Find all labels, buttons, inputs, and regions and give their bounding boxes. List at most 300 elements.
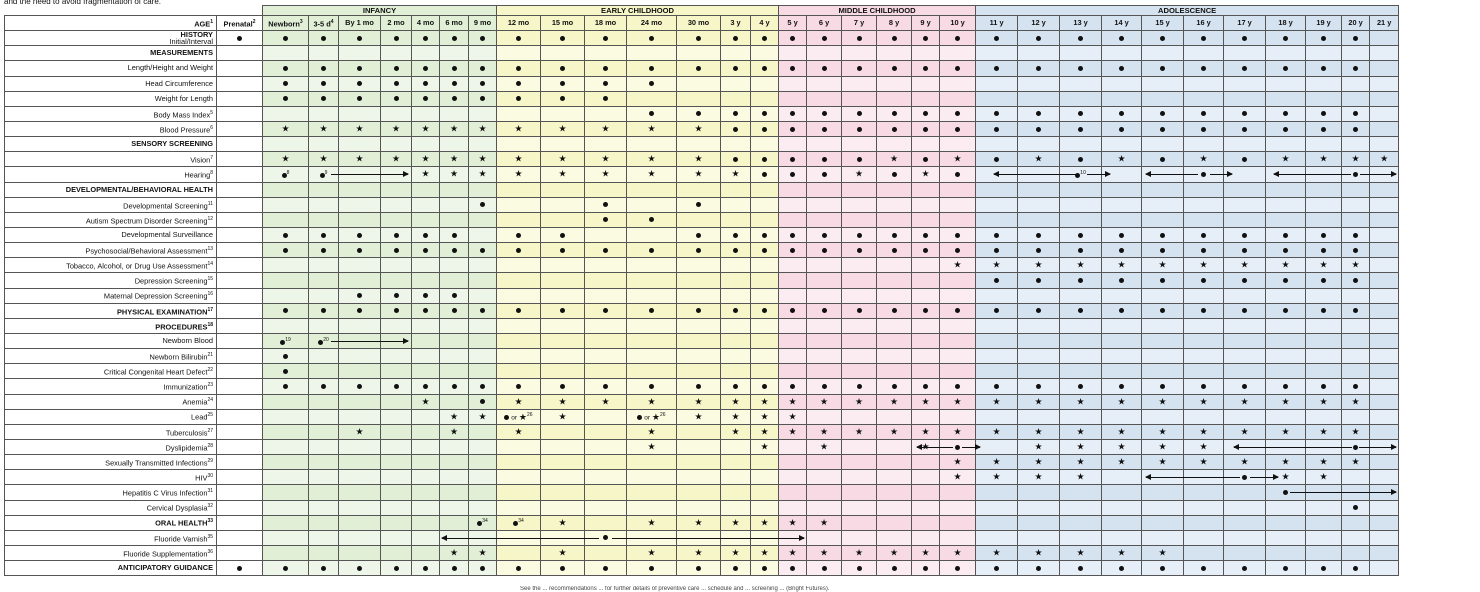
dot-icon: [1036, 233, 1041, 238]
schedule-cell: [1342, 76, 1370, 91]
schedule-cell: [1102, 273, 1142, 288]
schedule-cell: [541, 106, 585, 121]
schedule-cell: [912, 258, 940, 273]
schedule-cell: [412, 515, 440, 530]
schedule-cell: [627, 394, 677, 409]
schedule-cell: [541, 394, 585, 409]
dot-icon: [649, 248, 654, 253]
schedule-cell: [1060, 61, 1102, 76]
schedule-cell: [976, 137, 1018, 152]
age-group-early: EARLY CHILDHOOD: [497, 6, 779, 16]
schedule-cell: [1224, 258, 1266, 273]
dot-icon: [423, 66, 428, 71]
schedule-cell: [381, 349, 412, 364]
schedule-cell: [627, 303, 677, 318]
schedule-cell: [1142, 121, 1184, 136]
star-icon: ★: [855, 547, 864, 558]
schedule-cell: [217, 288, 263, 303]
dot-icon: [283, 248, 288, 253]
age-label: Newborn: [268, 19, 300, 29]
dot-icon: [516, 384, 521, 389]
schedule-cell: [381, 152, 412, 167]
schedule-cell: [440, 227, 469, 242]
schedule-cell: [842, 500, 877, 515]
dot-icon: [857, 233, 862, 238]
schedule-cell: [1266, 258, 1306, 273]
schedule-cell: [627, 364, 677, 379]
dot-icon: [394, 36, 399, 41]
star-icon: ★: [820, 547, 829, 558]
dot-icon: [452, 384, 457, 389]
dot-icon: [1353, 172, 1358, 177]
dot-icon: [423, 293, 428, 298]
schedule-cell: [779, 152, 807, 167]
schedule-cell: [877, 288, 912, 303]
schedule-cell: [677, 349, 721, 364]
schedule-cell: [339, 152, 381, 167]
star-icon: ★: [953, 547, 962, 558]
schedule-cell: [217, 439, 263, 454]
dot-icon: [283, 354, 288, 359]
schedule-cell: [412, 61, 440, 76]
schedule-cell: [976, 273, 1018, 288]
dot-icon: [762, 248, 767, 253]
schedule-cell: [1306, 106, 1342, 121]
age-col-header: [677, 16, 721, 31]
schedule-cell: [877, 500, 912, 515]
schedule-cell: [469, 31, 497, 46]
schedule-cell: [1060, 379, 1102, 394]
schedule-cell: [1142, 530, 1184, 545]
schedule-cell: [1266, 530, 1306, 545]
range-arrow-icon: [1146, 477, 1240, 478]
schedule-cell: [440, 31, 469, 46]
schedule-row: [5, 424, 1399, 439]
dot-icon: [1078, 36, 1083, 41]
schedule-cell: [497, 545, 541, 560]
schedule-cell: [940, 46, 976, 61]
schedule-cell: [677, 288, 721, 303]
dot-icon: [994, 66, 999, 71]
schedule-cell: [381, 545, 412, 560]
schedule-cell: [677, 318, 721, 333]
row-label: [5, 227, 217, 242]
footnote-ref: 35: [207, 533, 213, 540]
schedule-cell: [1142, 303, 1184, 318]
dot-icon: [923, 384, 928, 389]
star-icon: ★: [820, 426, 829, 437]
star-icon: ★: [731, 517, 740, 528]
schedule-cell: [721, 288, 751, 303]
schedule-cell: [1224, 379, 1266, 394]
dot-icon: [452, 293, 457, 298]
schedule-cell: [309, 227, 339, 242]
dot-icon: [955, 66, 960, 71]
schedule-cell: [263, 182, 309, 197]
star-icon: ★: [1199, 396, 1208, 407]
dot-icon: [560, 384, 565, 389]
dot-icon: [790, 172, 795, 177]
dot-icon: [283, 384, 288, 389]
star-icon: ★: [890, 396, 899, 407]
schedule-cell: [721, 258, 751, 273]
age-label: 8 y: [888, 18, 900, 28]
schedule-row: [5, 227, 1399, 242]
dot-icon: [994, 127, 999, 132]
schedule-cell: [677, 61, 721, 76]
dot-icon: [1119, 127, 1124, 132]
schedule-cell: [469, 318, 497, 333]
row-label-text: HISTORY: [180, 30, 213, 40]
row-label-text: ORAL HEALTH: [155, 518, 208, 528]
row-label: [5, 91, 217, 106]
schedule-cell: [1060, 182, 1102, 197]
dot-icon: [283, 81, 288, 86]
star-icon: ★: [518, 412, 527, 422]
schedule-cell: [469, 470, 497, 485]
schedule-cell: [497, 470, 541, 485]
age-label: 15 mo: [551, 18, 574, 28]
schedule-cell: [217, 455, 263, 470]
range-arrow-icon: [442, 538, 599, 539]
age-col-header: [263, 16, 309, 31]
dot-icon: [762, 111, 767, 116]
schedule-cell: [940, 91, 976, 106]
schedule-cell: [877, 394, 912, 409]
schedule-cell: [912, 545, 940, 560]
schedule-cell: [541, 288, 585, 303]
dot-icon: [1353, 278, 1358, 283]
schedule-cell: [1018, 545, 1060, 560]
schedule-cell: [1018, 424, 1060, 439]
schedule-cell: [1060, 318, 1102, 333]
age-label: 11 y: [989, 18, 1004, 28]
schedule-cell: [627, 333, 677, 348]
schedule-cell: [339, 243, 381, 258]
age-col-header: [1184, 16, 1224, 31]
star-icon: ★: [514, 169, 523, 180]
star-icon: ★: [1117, 547, 1126, 558]
schedule-cell: [1224, 455, 1266, 470]
schedule-row: [5, 455, 1399, 470]
schedule-cell: [842, 137, 877, 152]
star-icon: ★: [1319, 259, 1328, 270]
schedule-cell: [263, 197, 309, 212]
schedule-cell: [842, 167, 877, 182]
schedule-cell: [469, 91, 497, 106]
dot-icon: [560, 96, 565, 101]
schedule-cell: [497, 364, 541, 379]
schedule-cell: [381, 91, 412, 106]
dot-icon: [452, 81, 457, 86]
dot-icon: [892, 248, 897, 253]
schedule-cell: [1342, 152, 1370, 167]
schedule-cell: [1306, 91, 1342, 106]
star-icon: ★: [478, 169, 487, 180]
dot-icon: [790, 157, 795, 162]
schedule-cell: [1102, 561, 1142, 576]
schedule-row: [5, 76, 1399, 91]
schedule-cell: [779, 31, 807, 46]
dot-icon: [649, 384, 654, 389]
dot-icon: [1078, 384, 1083, 389]
schedule-cell: [627, 182, 677, 197]
schedule-cell: [541, 258, 585, 273]
schedule-cell: [721, 424, 751, 439]
schedule-cell: [779, 455, 807, 470]
star-icon: ★: [731, 426, 740, 437]
schedule-cell: [585, 46, 627, 61]
schedule-cell: [1018, 152, 1060, 167]
schedule-cell: [309, 470, 339, 485]
schedule-cell: [263, 212, 309, 227]
schedule-cell: [469, 61, 497, 76]
schedule-row: [5, 379, 1399, 394]
schedule-cell: [1102, 46, 1142, 61]
schedule-cell: [1018, 530, 1060, 545]
schedule-cell: [381, 439, 412, 454]
schedule-cell: [677, 182, 721, 197]
schedule-cell: [1306, 455, 1342, 470]
dot-icon: [357, 293, 362, 298]
star-icon: ★: [1281, 259, 1290, 270]
footnote-ref: 6: [210, 124, 213, 131]
footnote-ref: 18: [207, 321, 213, 328]
schedule-cell: [339, 106, 381, 121]
schedule-cell: [309, 349, 339, 364]
row-label-text: PROCEDURES: [155, 322, 208, 332]
schedule-cell: [912, 515, 940, 530]
schedule-cell: [940, 182, 976, 197]
schedule-cell: [1342, 31, 1370, 46]
schedule-cell: [585, 515, 627, 530]
star-icon: ★: [1319, 426, 1328, 437]
row-label-text: Tuberculosis: [165, 428, 208, 438]
schedule-cell: [1018, 470, 1060, 485]
dot-icon: [857, 566, 862, 571]
dot-icon: [955, 248, 960, 253]
schedule-cell: [1102, 288, 1142, 303]
schedule-cell: [440, 379, 469, 394]
star-icon: ★: [1199, 456, 1208, 467]
schedule-cell: [541, 515, 585, 530]
dot-icon: [452, 36, 457, 41]
schedule-cell: [497, 333, 541, 348]
schedule-cell: [440, 470, 469, 485]
star-icon: ★: [760, 411, 769, 422]
schedule-cell: [976, 152, 1018, 167]
schedule-cell: [263, 106, 309, 121]
schedule-cell: [976, 227, 1018, 242]
schedule-cell: [1184, 121, 1224, 136]
schedule-cell: [877, 455, 912, 470]
schedule-row: [5, 515, 1399, 530]
schedule-cell: [1018, 561, 1060, 576]
schedule-cell: [263, 61, 309, 76]
schedule-cell: [627, 46, 677, 61]
age-col-header: [217, 16, 263, 31]
schedule-cell: [412, 46, 440, 61]
footnote-ref: 21: [207, 351, 213, 358]
group-blank: [5, 6, 263, 16]
row-label-text: Head Circumference: [145, 78, 213, 88]
schedule-cell: [585, 121, 627, 136]
schedule-cell: [976, 91, 1018, 106]
schedule-cell: [1102, 106, 1142, 121]
schedule-cell: [381, 258, 412, 273]
schedule-cell: [807, 288, 842, 303]
schedule-cell: [976, 485, 1018, 500]
star-icon: ★: [1076, 547, 1085, 558]
schedule-cell: [1224, 227, 1266, 242]
star-icon: ★: [788, 547, 797, 558]
dot-icon: [480, 96, 485, 101]
dot-icon: [649, 81, 654, 86]
schedule-cell: [1018, 515, 1060, 530]
schedule-cell: [217, 545, 263, 560]
schedule-cell: [751, 409, 779, 424]
schedule-cell: [940, 409, 976, 424]
schedule-cell: [1102, 500, 1142, 515]
schedule-cell: [1142, 439, 1184, 454]
schedule-cell: [1142, 212, 1184, 227]
schedule-cell: [1142, 333, 1184, 348]
schedule-cell: [877, 243, 912, 258]
age-col-header: [842, 16, 877, 31]
schedule-cell: [842, 243, 877, 258]
schedule-cell: [585, 561, 627, 576]
schedule-cell: [677, 394, 721, 409]
schedule-cell: [263, 303, 309, 318]
schedule-cell: [912, 61, 940, 76]
schedule-cell: [1060, 424, 1102, 439]
schedule-cell: [440, 349, 469, 364]
schedule-cell: [339, 288, 381, 303]
age-col-header: [721, 16, 751, 31]
schedule-cell: [779, 121, 807, 136]
footnote-ref: 13: [207, 245, 213, 252]
schedule-cell: [1060, 485, 1102, 500]
dot-icon: [1201, 566, 1206, 571]
dot-icon: [357, 233, 362, 238]
dot-icon: [790, 566, 795, 571]
schedule-cell: [1370, 288, 1399, 303]
schedule-cell: [976, 46, 1018, 61]
schedule-cell: [309, 424, 339, 439]
schedule-cell: [751, 31, 779, 46]
star-icon: ★: [1117, 456, 1126, 467]
schedule-cell: [1266, 500, 1306, 515]
schedule-cell: [497, 303, 541, 318]
schedule-cell: [1224, 409, 1266, 424]
schedule-cell: [412, 318, 440, 333]
schedule-cell: [779, 303, 807, 318]
schedule-cell: [1342, 288, 1370, 303]
schedule-cell: [1370, 31, 1399, 46]
dot-icon: [955, 384, 960, 389]
schedule-cell: [1018, 273, 1060, 288]
dot-icon: [1119, 111, 1124, 116]
dot-icon: [1160, 66, 1165, 71]
schedule-cell: [779, 333, 807, 348]
dot-icon: [762, 566, 767, 571]
schedule-cell: [1370, 379, 1399, 394]
schedule-cell: [627, 243, 677, 258]
star-icon: ★: [421, 153, 430, 164]
footnote-ref: 22: [207, 367, 213, 374]
dot-icon: [892, 127, 897, 132]
range-arrow-icon: [331, 341, 408, 342]
dot-icon: [283, 566, 288, 571]
schedule-cell: [339, 303, 381, 318]
row-label: [5, 318, 217, 333]
schedule-cell: [912, 394, 940, 409]
schedule-cell: [877, 424, 912, 439]
schedule-cell: [912, 530, 940, 545]
schedule-cell: [779, 182, 807, 197]
schedule-cell: [721, 61, 751, 76]
dot-icon: [923, 157, 928, 162]
schedule-cell: [1370, 243, 1399, 258]
row-label: [5, 545, 217, 560]
schedule-cell: [309, 61, 339, 76]
schedule-cell: [1060, 333, 1102, 348]
row-sublabel-text: Initial/Interval: [169, 37, 213, 46]
schedule-cell: [751, 455, 779, 470]
schedule-cell: [721, 500, 751, 515]
footer-note: See the ... recommendations ... for further details of preventive care ... schedule and ... screening ... (Bright Futures).: [520, 586, 830, 592]
star-icon: ★: [921, 169, 930, 180]
dot-icon: [423, 81, 428, 86]
schedule-cell: [627, 76, 677, 91]
schedule-cell: [807, 91, 842, 106]
schedule-cell: [877, 227, 912, 242]
schedule-cell: [217, 106, 263, 121]
schedule-cell: [877, 31, 912, 46]
schedule-cell: [721, 545, 751, 560]
schedule-cell: [1306, 364, 1342, 379]
schedule-cell: [309, 394, 339, 409]
schedule-cell: [339, 227, 381, 242]
age-label: 13 y: [1073, 18, 1088, 28]
schedule-cell: [1224, 530, 1266, 545]
range-arrow-icon: [331, 174, 408, 175]
schedule-cell: [1370, 333, 1399, 348]
schedule-cell: [721, 243, 751, 258]
schedule-cell: [412, 121, 440, 136]
schedule-cell: [877, 258, 912, 273]
star-icon: ★: [421, 396, 430, 407]
footnote-ref: 1: [210, 18, 213, 25]
schedule-cell: [1018, 91, 1060, 106]
schedule-cell: [877, 364, 912, 379]
star-icon: ★: [647, 441, 656, 452]
star-icon: ★: [694, 547, 703, 558]
schedule-cell: [585, 182, 627, 197]
schedule-cell: [440, 303, 469, 318]
footnote-ref: 31: [207, 488, 213, 495]
age-col-header: [1224, 16, 1266, 31]
schedule-cell: [339, 318, 381, 333]
row-label: [5, 121, 217, 136]
schedule-cell: [751, 424, 779, 439]
schedule-cell: [677, 46, 721, 61]
dot-icon: [790, 233, 795, 238]
schedule-cell: [677, 152, 721, 167]
dot-icon: [822, 157, 827, 162]
schedule-cell: [940, 227, 976, 242]
footnote-ref: 10: [1080, 170, 1086, 177]
